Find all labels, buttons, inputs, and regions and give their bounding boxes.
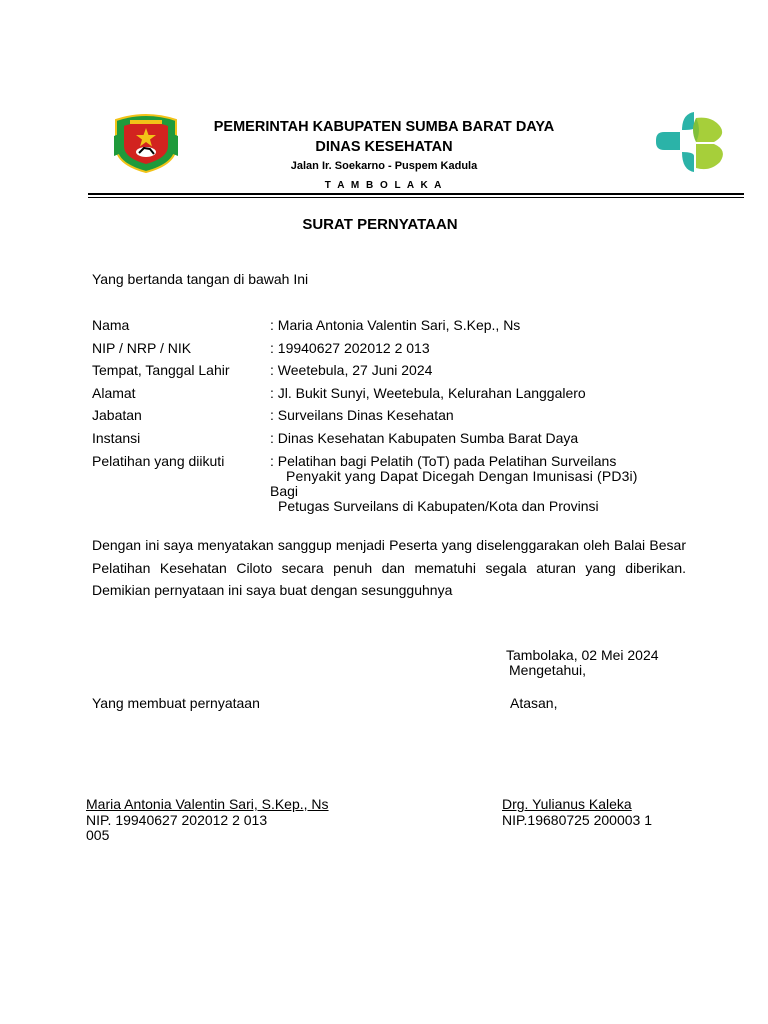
field-value-training-line4: Petugas Surveilans di Kabupaten/Kota dan Provinsi <box>278 498 599 514</box>
field-label-address: Alamat <box>92 385 136 401</box>
statement-paragraph: Dengan ini saya menyatakan sanggup menjadi Peserta yang diselenggarakan oleh Balai Besar Pelatihan Kesehatan Ciloto secara penuh dan mematuhi segala aturan yang diberikan. Demikian pernyataan ini saya buat dengan sesungguhnya <box>92 537 686 598</box>
field-label-name: Nama <box>92 317 130 333</box>
declarant-nip-cont: 005 <box>86 827 110 843</box>
field-value-name: : Maria Antonia Valentin Sari, S.Kep., Ns <box>270 317 521 333</box>
field-value-training-line1: : Pelatihan bagi Pelatih (ToT) pada Pelatihan Surveilans <box>270 453 617 469</box>
field-value-position: : Surveilans Dinas Kesehatan <box>270 407 454 423</box>
field-value-nip: : 19940627 202012 2 013 <box>270 340 430 356</box>
field-value-address: : Jl. Bukit Sunyi, Weetebula, Kelurahan Langgalero <box>270 385 586 401</box>
declarant-name: Maria Antonia Valentin Sari, S.Kep., Ns <box>86 796 329 812</box>
document-title: SURAT PERNYATAAN <box>302 216 458 233</box>
acknowledge-label: Mengetahui, <box>509 662 587 678</box>
letterhead-divider-thin <box>88 197 744 198</box>
intro-text: Yang bertanda tangan di bawah Ini <box>92 271 309 287</box>
supervisor-role: Atasan, <box>510 695 558 711</box>
declarant-role: Yang membuat pernyataan <box>92 695 260 711</box>
field-label-institution: Instansi <box>92 430 141 446</box>
supervisor-nip: NIP.19680725 200003 1 <box>502 812 652 828</box>
field-value-institution: : Dinas Kesehatan Kabupaten Sumba Barat Daya <box>270 430 579 446</box>
letterhead-divider <box>88 193 744 195</box>
field-label-training: Pelatihan yang diikuti <box>92 453 225 469</box>
field-label-position: Jabatan <box>92 407 142 423</box>
field-label-nip: NIP / NRP / NIK <box>92 340 192 356</box>
letterhead-agency: DINAS KESEHATAN <box>315 139 453 155</box>
field-value-training-line3: Bagi <box>270 483 299 499</box>
field-label-birth: Tempat, Tanggal Lahir <box>92 362 230 378</box>
declarant-nip: NIP. 19940627 202012 2 013 <box>86 812 268 828</box>
letterhead-government: PEMERINTAH KABUPATEN SUMBA BARAT DAYA <box>213 119 555 135</box>
letterhead-city: T A M B O L A K A <box>324 180 444 191</box>
field-value-training-line2: Penyakit yang Dapat Dicegah Dengan Imunisasi (PD3i) <box>286 468 638 484</box>
letterhead-address: Jalan Ir. Soekarno - Puspem Kadula <box>290 160 478 172</box>
place-date: Tambolaka, 02 Mei 2024 <box>506 647 659 663</box>
field-value-birth: : Weetebula, 27 Juni 2024 <box>270 362 433 378</box>
supervisor-name: Drg. Yulianus Kaleka <box>502 796 632 812</box>
